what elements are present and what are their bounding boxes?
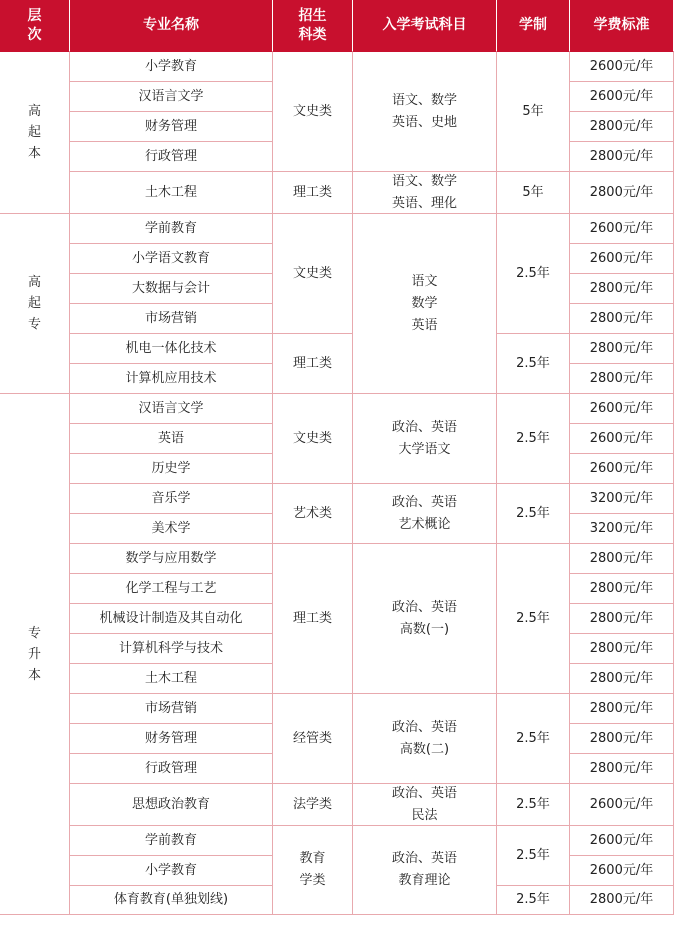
level-cell: 高 起 专 [0, 214, 70, 394]
tuition-fee-cell: 2800元/年 [570, 754, 674, 784]
major-name-cell: 行政管理 [70, 142, 273, 172]
duration-cell: 2.5年 [497, 826, 570, 886]
header-duration: 学制 [497, 0, 570, 52]
tuition-fee-cell: 2800元/年 [570, 304, 674, 334]
tuition-fee-cell: 2600元/年 [570, 394, 674, 424]
major-name-cell: 小学教育 [70, 52, 273, 82]
category-cell: 文史类 [273, 214, 353, 334]
duration-cell: 2.5年 [497, 214, 570, 334]
category-cell: 法学类 [273, 784, 353, 826]
tuition-fee-cell: 2800元/年 [570, 886, 674, 915]
header-major: 专业名称 [70, 0, 273, 52]
tuition-fee-cell: 2800元/年 [570, 724, 674, 754]
level-cell: 专 升 本 [0, 394, 70, 915]
major-name-cell: 土木工程 [70, 172, 273, 214]
exam-subjects-cell: 政治、英语 艺术概论 [353, 484, 497, 544]
major-name-cell: 学前教育 [70, 214, 273, 244]
duration-cell: 2.5年 [497, 694, 570, 784]
major-name-cell: 机械设计制造及其自动化 [70, 604, 273, 634]
category-cell: 艺术类 [273, 484, 353, 544]
category-cell: 经管类 [273, 694, 353, 784]
tuition-fee-cell: 2800元/年 [570, 574, 674, 604]
tuition-fee-cell: 2800元/年 [570, 334, 674, 364]
major-name-cell: 机电一体化技术 [70, 334, 273, 364]
major-name-cell: 市场营销 [70, 304, 273, 334]
tuition-fee-cell: 2800元/年 [570, 694, 674, 724]
exam-subjects-cell: 政治、英语 大学语文 [353, 394, 497, 484]
tuition-fee-cell: 3200元/年 [570, 484, 674, 514]
tuition-fee-cell: 2800元/年 [570, 274, 674, 304]
duration-cell: 2.5年 [497, 544, 570, 694]
tuition-fee-cell: 2800元/年 [570, 364, 674, 394]
exam-subjects-cell: 政治、英语 教育理论 [353, 826, 497, 915]
major-name-cell: 行政管理 [70, 754, 273, 784]
duration-cell: 2.5年 [497, 334, 570, 394]
tuition-fee-cell: 2600元/年 [570, 244, 674, 274]
header-exam-subjects: 入学考试科目 [353, 0, 497, 52]
major-name-cell: 计算机应用技术 [70, 364, 273, 394]
header-category: 招生 科类 [273, 0, 353, 52]
tuition-fee-cell: 2800元/年 [570, 544, 674, 574]
header-level: 层 次 [0, 0, 70, 52]
major-name-cell: 化学工程与工艺 [70, 574, 273, 604]
tuition-fee-cell: 2600元/年 [570, 454, 674, 484]
tuition-fee-cell: 2600元/年 [570, 82, 674, 112]
major-name-cell: 美术学 [70, 514, 273, 544]
major-name-cell: 体育教育(单独划线) [70, 886, 273, 915]
tuition-fee-cell: 2600元/年 [570, 214, 674, 244]
tuition-fee-cell: 2600元/年 [570, 856, 674, 886]
major-name-cell: 汉语言文学 [70, 394, 273, 424]
duration-cell: 5年 [497, 52, 570, 172]
exam-subjects-cell: 语文、数学 英语、史地 [353, 52, 497, 172]
duration-cell: 2.5年 [497, 484, 570, 544]
tuition-fee-cell: 3200元/年 [570, 514, 674, 544]
category-cell: 理工类 [273, 544, 353, 694]
tuition-fee-cell: 2600元/年 [570, 784, 674, 826]
exam-subjects-cell: 政治、英语 民法 [353, 784, 497, 826]
major-name-cell: 大数据与会计 [70, 274, 273, 304]
major-name-cell: 市场营销 [70, 694, 273, 724]
duration-cell: 2.5年 [497, 886, 570, 915]
category-cell: 文史类 [273, 52, 353, 172]
exam-subjects-cell: 语文 数学 英语 [353, 214, 497, 394]
duration-cell: 2.5年 [497, 784, 570, 826]
tuition-fee-cell: 2600元/年 [570, 826, 674, 856]
tuition-fee-cell: 2600元/年 [570, 424, 674, 454]
level-cell: 高 起 本 [0, 52, 70, 214]
exam-subjects-cell: 政治、英语 高数(一) [353, 544, 497, 694]
exam-subjects-cell: 语文、数学 英语、理化 [353, 172, 497, 214]
tuition-fee-cell: 2600元/年 [570, 52, 674, 82]
category-cell: 理工类 [273, 334, 353, 394]
major-name-cell: 英语 [70, 424, 273, 454]
duration-cell: 5年 [497, 172, 570, 214]
tuition-fee-cell: 2800元/年 [570, 142, 674, 172]
category-cell: 教育 学类 [273, 826, 353, 915]
major-name-cell: 财务管理 [70, 724, 273, 754]
category-cell: 理工类 [273, 172, 353, 214]
tuition-fee-cell: 2800元/年 [570, 634, 674, 664]
major-name-cell: 土木工程 [70, 664, 273, 694]
major-name-cell: 数学与应用数学 [70, 544, 273, 574]
major-name-cell: 学前教育 [70, 826, 273, 856]
tuition-fee-cell: 2800元/年 [570, 112, 674, 142]
major-name-cell: 小学教育 [70, 856, 273, 886]
major-name-cell: 小学语文教育 [70, 244, 273, 274]
major-name-cell: 财务管理 [70, 112, 273, 142]
major-name-cell: 计算机科学与技术 [70, 634, 273, 664]
tuition-fee-cell: 2800元/年 [570, 604, 674, 634]
major-name-cell: 思想政治教育 [70, 784, 273, 826]
tuition-fee-cell: 2800元/年 [570, 172, 674, 214]
major-name-cell: 汉语言文学 [70, 82, 273, 112]
header-tuition: 学费标准 [570, 0, 674, 52]
tuition-fee-cell: 2800元/年 [570, 664, 674, 694]
major-name-cell: 音乐学 [70, 484, 273, 514]
category-cell: 文史类 [273, 394, 353, 484]
duration-cell: 2.5年 [497, 394, 570, 484]
major-name-cell: 历史学 [70, 454, 273, 484]
exam-subjects-cell: 政治、英语 高数(二) [353, 694, 497, 784]
